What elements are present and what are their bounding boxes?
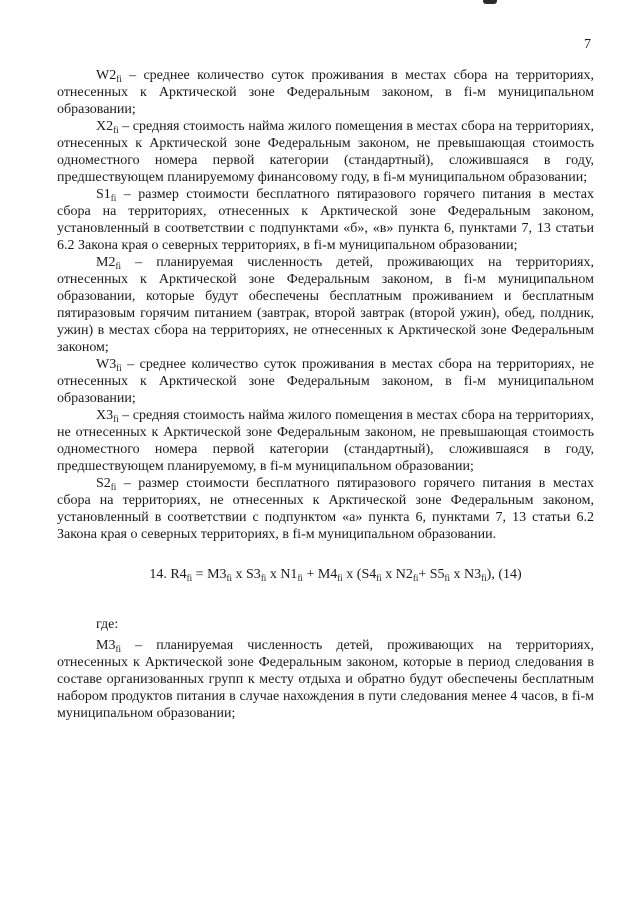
definition-w2 bbox=[57, 67, 594, 118]
variable-symbol: $W3_{fi}$ bbox=[96, 357, 122, 373]
variable-symbol: $X2_{fi}$ bbox=[96, 119, 119, 135]
variable-symbol: $W2_{fi}$ bbox=[96, 68, 122, 84]
variable-symbol: $S2_{fi}$ bbox=[96, 476, 117, 492]
definition-text: – среднее количество суток проживания в местах сбора на территориях, не отнесенных к Арктической зоне Федеральным законом, в fi-м муниципальном образовании; bbox=[57, 357, 594, 406]
definition-text: – средняя стоимость найма жилого помещения в местах сбора на территориях, отнесенных к Арктической зоне Федеральным законом, не превышающая стоимость одноместного номера первой категории (стандартный), сложившаяся в году, предшествующем планируемому финансовому году, в fi-м муниципальном образовании; bbox=[57, 119, 594, 185]
definition-text: – размер стоимости бесплатного пятиразового горячего питания в местах сбора на территориях, отнесенных к Арктической зоне Федеральным законом, установленный в соответствии с подпунктами «б», «в» пункта 6, пунктами 7, 13 статьи 6.2 Закона края о северных территориях, в fi-м муниципальном образовании; bbox=[57, 187, 594, 253]
formula-14: 14. $R4_{fi} = M3_{fi}$ x $S3_{fi}$ x $N1_{fi} + M4_{fi}$ x ($S4_{fi}$ x $N2_{fi}+ S5_{fi}$ x $N3_{fi}$), (14) bbox=[149, 567, 522, 583]
variable-symbol: $S1_{fi}$ bbox=[96, 187, 117, 203]
definition-m2 bbox=[57, 254, 594, 356]
variable-symbol: $M3_{fi}$ bbox=[96, 638, 121, 654]
where-label: где: bbox=[96, 617, 119, 632]
variable-symbol: $X3_{fi}$ bbox=[96, 408, 119, 424]
variable-symbol: $M2_{fi}$ bbox=[96, 255, 121, 271]
definition-text: – планируемая численность детей, проживающих на территориях, отнесенных к Арктической зоне Федеральным законом, которые в период следования в составе организованных групп к месту отдыха и обратно будут обеспечены бесплатным набором продуктов питания в случае нахождения в пути следования менее 4 часов, в fi-м муниципальном образовании; bbox=[57, 638, 594, 721]
page-number: 7 bbox=[584, 37, 591, 52]
definition-text: – размер стоимости бесплатного пятиразового горячего питания в местах сбора на территориях, не отнесенных к Арктической зоне Федеральным законом, установленный в соответствии с подпунктом «а» пункта 6, пунктами 7, 13 статьи 6.2 Закона края о северных территориях, в fi-м муниципальном образовании. bbox=[57, 476, 594, 542]
definition-x2 bbox=[57, 118, 594, 186]
scan-mark bbox=[483, 0, 497, 4]
definition-text: – планируемая численность детей, проживающих на территориях, отнесенных к Арктической зоне Федеральным законом, в fi-м муниципальном образовании, которые будут обеспечены бесплатным проживанием и бесплатным пятиразовым горячим питанием (завтрак, второй завтрак (второй ужин), обед, полдник, ужин) в местах сбора на территориях, не отнесенных к Арктической зоне Федеральным законом; bbox=[57, 255, 594, 355]
definition-s2 bbox=[57, 475, 594, 543]
definition-text: – среднее количество суток проживания в местах сбора на территориях, отнесенных к Арктической зоне Федеральным законом, в fi-м муниципальном образовании; bbox=[57, 68, 594, 117]
document-body bbox=[57, 67, 594, 722]
definition-m3 bbox=[57, 637, 594, 722]
definition-s1 bbox=[57, 186, 594, 254]
definition-x3 bbox=[57, 407, 594, 475]
definition-text: – средняя стоимость найма жилого помещения в местах сбора на территориях, не отнесенных к Арктической зоне Федеральным законом, не превышающая стоимость одноместного номера первой категории (стандартный), сложившаяся в году, предшествующем планируемому, в fi-м муниципальном образовании; bbox=[57, 408, 594, 474]
definition-w3 bbox=[57, 356, 594, 407]
